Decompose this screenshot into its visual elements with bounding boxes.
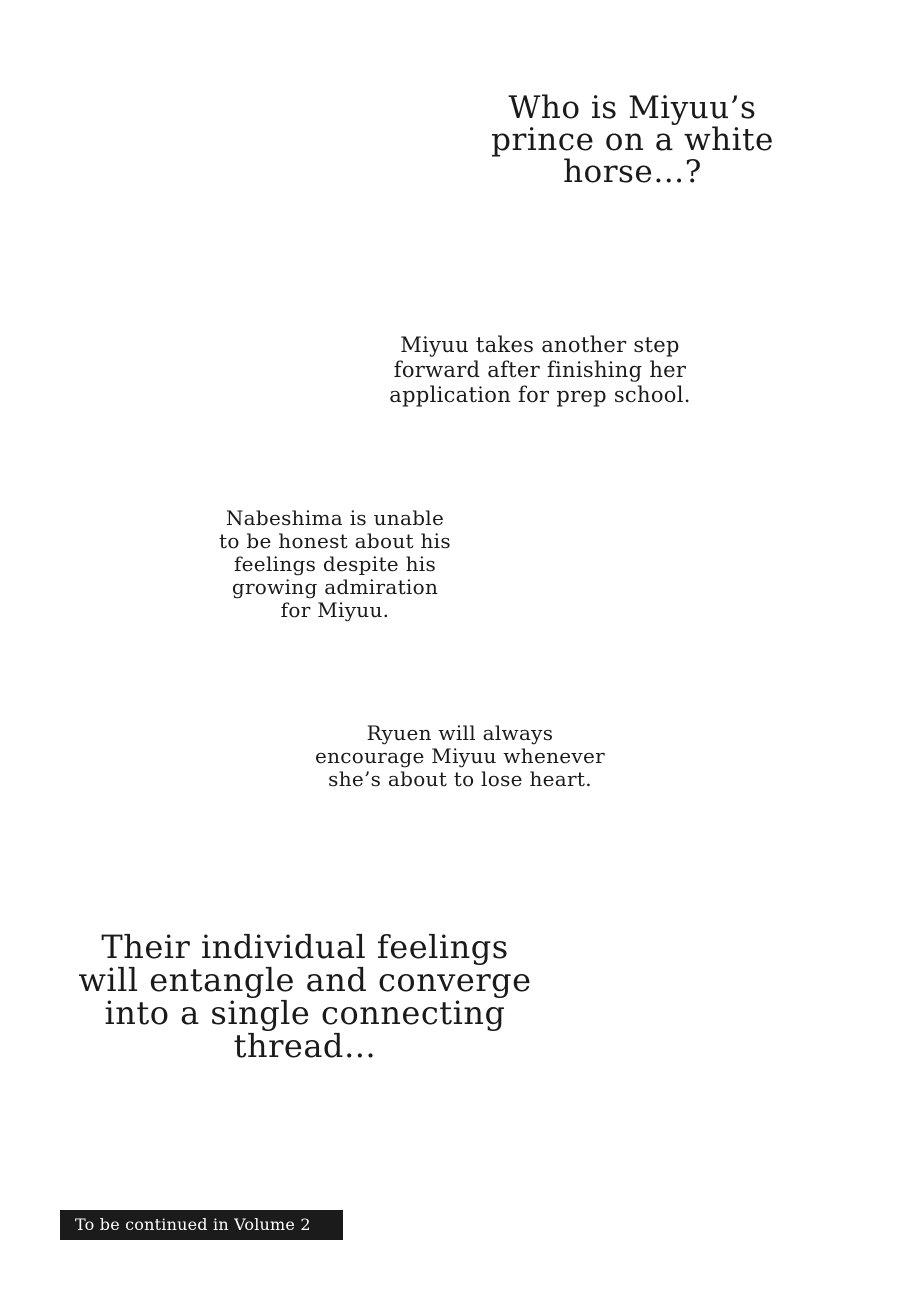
caption-ryuen: Ryuen will always encourage Miyuu whenever she’s about to lose heart. xyxy=(314,721,606,791)
continued-banner: To be continued in Volume 2 xyxy=(60,1210,343,1240)
caption-nabeshima: Nabeshima is unable to be honest about his feelings despite his growing admiration for Miyuu. xyxy=(219,506,451,622)
caption-connecting-thread: Their individual feelings will entangle and converge into a single connecting thread… xyxy=(78,928,532,1065)
caption-prince-question: Who is Miyuu’s prince on a white horse…? xyxy=(491,90,774,190)
caption-miyuu-prep-school: Miyuu takes another step forward after finishing her application for prep school. xyxy=(389,333,691,407)
